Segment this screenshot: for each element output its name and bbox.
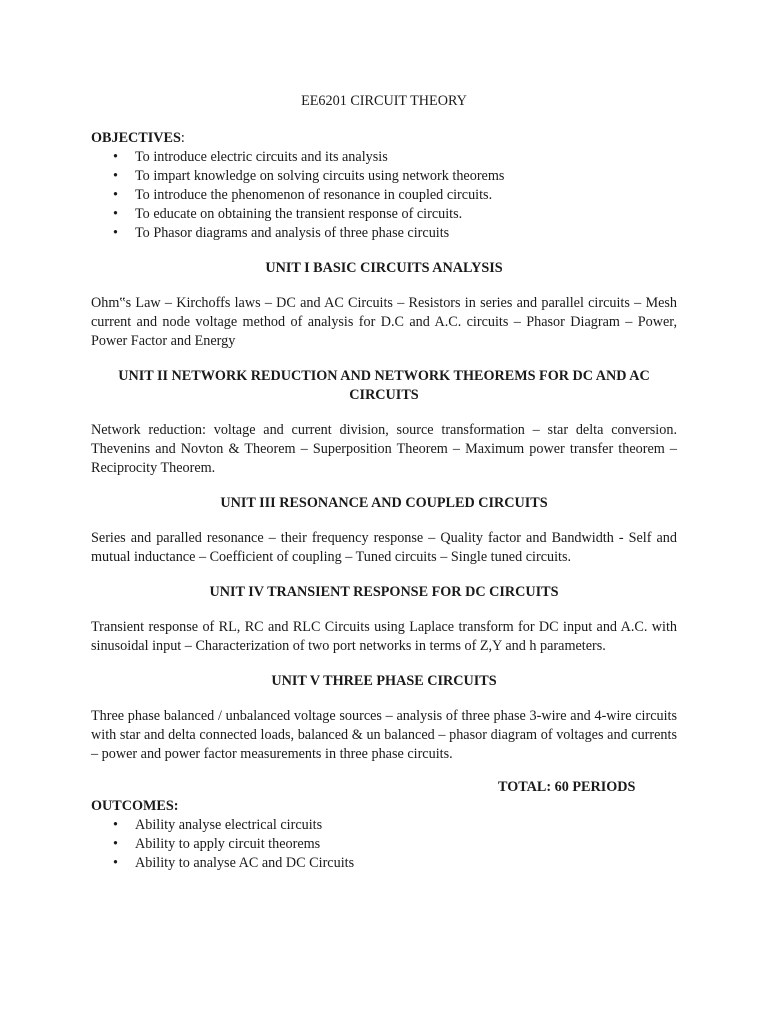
objectives-heading-colon: : <box>180 130 185 146</box>
unit-2-heading: UNIT II NETWORK REDUCTION AND NETWORK THEOREMS FOR DC AND AC CIRCUITS <box>118 368 650 403</box>
bullet-icon: • <box>113 836 118 852</box>
unit-3-body: Series and paralled resonance – their frequency response – Quality factor and Bandwidth - Self and mutual inductance – Coefficient of coupling – Tuned circuits – Single tuned circuits. <box>91 530 677 565</box>
bullet-icon: • <box>113 206 118 222</box>
outcomes-list <box>91 816 677 873</box>
total-periods: TOTAL: 60 PERIODS <box>498 779 636 795</box>
list-item <box>113 167 677 186</box>
objectives-list <box>91 148 677 243</box>
unit-3-heading: UNIT III RESONANCE AND COUPLED CIRCUITS <box>220 495 548 511</box>
list-item <box>113 148 677 167</box>
objective-text: To impart knowledge on solving circuits using network theorems <box>135 168 505 184</box>
course-title: EE6201 CIRCUIT THEORY <box>301 93 467 109</box>
unit-4-body: Transient response of RL, RC and RLC Circuits using Laplace transform for DC input and A.C. with sinusoidal input – Characterization of two port networks in terms of Z,Y and h parameters. <box>91 619 677 654</box>
bullet-icon: • <box>113 225 118 241</box>
unit-1-heading: UNIT I BASIC CIRCUITS ANALYSIS <box>265 260 503 276</box>
bullet-icon: • <box>113 187 118 203</box>
objective-text: To introduce the phenomenon of resonance in coupled circuits. <box>135 187 493 203</box>
objectives-heading <box>91 129 677 148</box>
bullet-icon: • <box>113 817 118 833</box>
list-item <box>113 854 677 873</box>
unit-4-heading: UNIT IV TRANSIENT RESPONSE FOR DC CIRCUITS <box>209 584 559 600</box>
bullet-icon: • <box>113 168 118 184</box>
outcomes-heading: OUTCOMES: <box>91 798 179 814</box>
objective-text: To Phasor diagrams and analysis of three phase circuits <box>135 225 450 241</box>
unit-1-body: Ohm‟s Law – Kirchoffs laws – DC and AC Circuits – Resistors in series and parallel circuits – Mesh current and node voltage method of analysis for D.C and A.C. circuits – Phasor Diagram – Power, Power Factor and Energy <box>91 295 677 349</box>
outcome-text: Ability to analyse AC and DC Circuits <box>135 855 355 871</box>
bullet-icon: • <box>113 855 118 871</box>
list-item <box>113 224 677 243</box>
list-item <box>113 186 677 205</box>
objectives-heading-text: OBJECTIVES <box>91 130 181 146</box>
unit-5-heading: UNIT V THREE PHASE CIRCUITS <box>271 673 497 689</box>
list-item <box>113 816 677 835</box>
outcome-text: Ability to apply circuit theorems <box>135 836 321 852</box>
objective-text: To educate on obtaining the transient response of circuits. <box>135 206 463 222</box>
bullet-icon: • <box>113 149 118 165</box>
objective-text: To introduce electric circuits and its analysis <box>135 149 388 165</box>
outcome-text: Ability analyse electrical circuits <box>135 817 323 833</box>
list-item <box>113 835 677 854</box>
unit-2-body: Network reduction: voltage and current division, source transformation – star delta conversion. Thevenins and Novton & Theorem – Superposition Theorem – Maximum power transfer theorem – Reciprocity Theorem. <box>91 422 677 476</box>
unit-5-body: Three phase balanced / unbalanced voltage sources – analysis of three phase 3-wire and 4-wire circuits with star and delta connected loads, balanced & un balanced – phasor diagram of voltages and currents – power and power factor measurements in three phase circuits. <box>91 708 677 762</box>
list-item <box>113 205 677 224</box>
